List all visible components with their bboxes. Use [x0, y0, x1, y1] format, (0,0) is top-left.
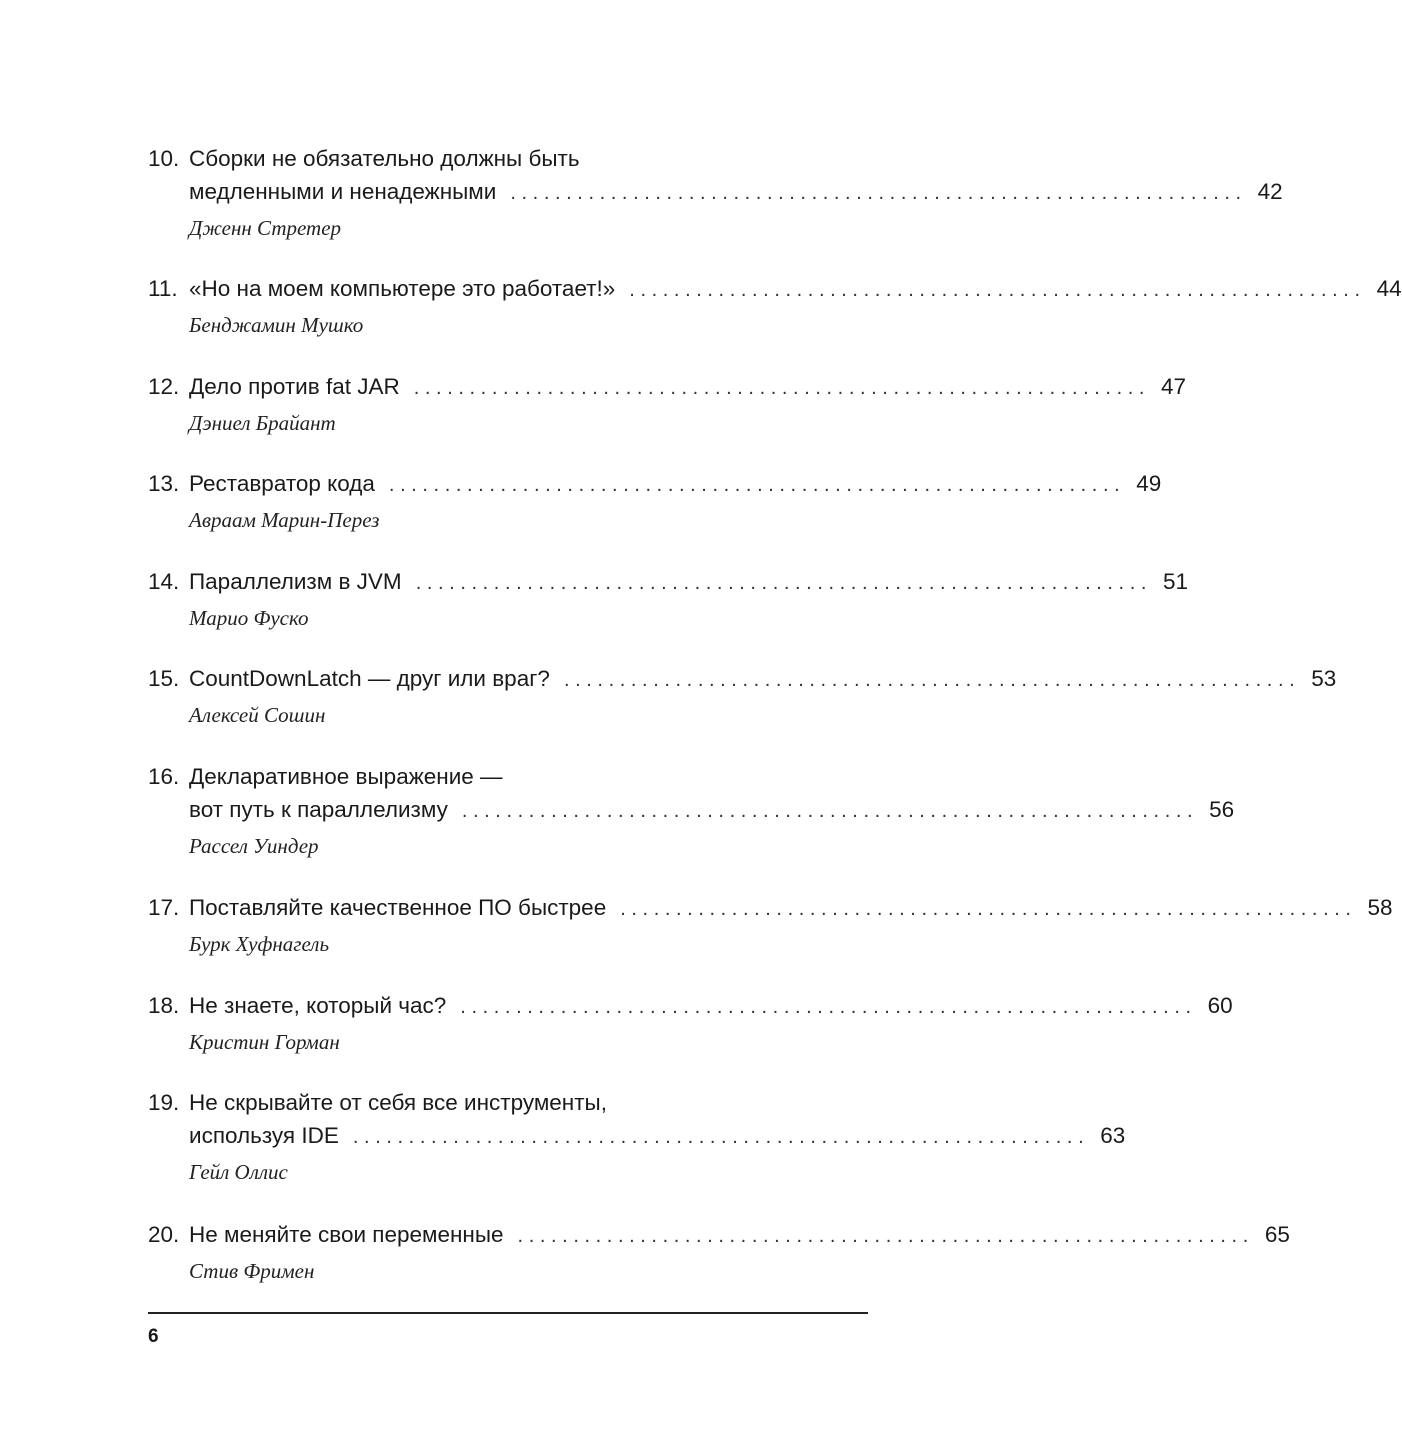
- entry-page-number: 65: [1264, 1222, 1290, 1247]
- dot-leader: ..................................................................: [461, 800, 1199, 822]
- entry-author: Стив Фримен: [189, 1259, 315, 1283]
- entry-page-number: 51: [1163, 569, 1189, 594]
- entry-author: Дэниел Брайант: [189, 411, 336, 435]
- dot-leader: ..................................................................: [563, 669, 1301, 691]
- entry-author: Марио Фуско: [189, 606, 309, 630]
- entry-title: медленными и ненадежными: [189, 179, 497, 204]
- entry-number: 11.: [148, 276, 178, 301]
- toc-entry-15[interactable]: [148, 662, 1337, 728]
- dot-leader: ..................................................................: [352, 1126, 1090, 1148]
- entry-page-number: 56: [1209, 797, 1235, 822]
- toc-entry-11[interactable]: [148, 272, 1402, 338]
- entry-page-number: 49: [1136, 471, 1162, 496]
- entry-title: Параллелизм в JVM: [189, 569, 402, 594]
- entry-author: Рассел Уиндер: [189, 834, 319, 858]
- entry-title: Не знаете, который час?: [189, 993, 447, 1018]
- entry-number: 20.: [148, 1222, 180, 1247]
- entry-number: 19.: [148, 1090, 180, 1115]
- entry-title: Не скрывайте от себя все инструменты,: [189, 1090, 607, 1115]
- entry-number: 13.: [148, 471, 180, 496]
- entry-number: 10.: [148, 146, 180, 171]
- entry-number: 15.: [148, 666, 180, 691]
- entry-title: Не меняйте свои переменные: [189, 1222, 504, 1247]
- entry-title: вот путь к параллелизму: [189, 797, 448, 822]
- entry-number: 18.: [148, 993, 180, 1018]
- entry-author: Бенджамин Мушко: [189, 313, 364, 337]
- entry-title: «Но на моем компьютере это работает!»: [189, 276, 616, 301]
- entry-author: Дженн Стретер: [189, 216, 342, 240]
- entry-page-number: 60: [1207, 993, 1233, 1018]
- entry-number: 16.: [148, 764, 180, 789]
- dot-leader: ..................................................................: [510, 182, 1247, 204]
- toc-entry-17[interactable]: [148, 891, 1393, 957]
- entry-title: Реставратор кода: [189, 471, 375, 496]
- entry-title: Сборки не обязательно должны быть: [189, 146, 580, 171]
- toc-entry-20[interactable]: [148, 1218, 1290, 1284]
- entry-number: 12.: [148, 374, 180, 399]
- dot-leader: ..................................................................: [629, 279, 1366, 301]
- entry-page-number: 44: [1376, 276, 1402, 301]
- footer-rule: [148, 1312, 868, 1314]
- entry-title: Поставляйте качественное ПО быстрее: [189, 895, 607, 920]
- entry-page-number: 53: [1311, 666, 1337, 691]
- page-number: 6: [148, 1326, 159, 1347]
- entry-author: Кристин Горман: [189, 1030, 340, 1054]
- entry-author: Бурк Хуфнагель: [189, 932, 330, 956]
- entry-title: Дело против fat JAR: [189, 374, 400, 399]
- toc-entry-16[interactable]: [148, 760, 1235, 859]
- entry-page-number: 47: [1161, 374, 1187, 399]
- dot-leader: ..................................................................: [517, 1225, 1254, 1247]
- entry-title: CountDownLatch — друг или враг?: [189, 666, 550, 691]
- toc-entry-19[interactable]: [148, 1086, 1126, 1185]
- entry-author: Авраам Марин-Перез: [189, 508, 380, 532]
- entry-number: 14.: [148, 569, 180, 594]
- entry-page-number: 42: [1257, 179, 1283, 204]
- dot-leader: ..................................................................: [415, 572, 1153, 594]
- toc-entry-13[interactable]: [148, 467, 1162, 533]
- toc-entry-10[interactable]: [148, 142, 1283, 241]
- entry-number: 17.: [148, 895, 180, 920]
- dot-leader: ..................................................................: [388, 474, 1126, 496]
- entry-author: Алексей Сошин: [189, 703, 326, 727]
- entry-author: Гейл Оллис: [189, 1160, 288, 1184]
- entry-page-number: 58: [1367, 895, 1393, 920]
- toc-entry-12[interactable]: [148, 370, 1187, 436]
- entry-title: используя IDE: [189, 1123, 339, 1148]
- entry-title: Декларативное выражение —: [189, 764, 503, 789]
- toc-entry-14[interactable]: [148, 565, 1189, 631]
- dot-leader: ..................................................................: [620, 898, 1357, 920]
- dot-leader: ..................................................................: [413, 377, 1151, 399]
- toc-entry-18[interactable]: [148, 989, 1233, 1055]
- dot-leader: ..................................................................: [460, 996, 1197, 1018]
- entry-page-number: 63: [1100, 1123, 1126, 1148]
